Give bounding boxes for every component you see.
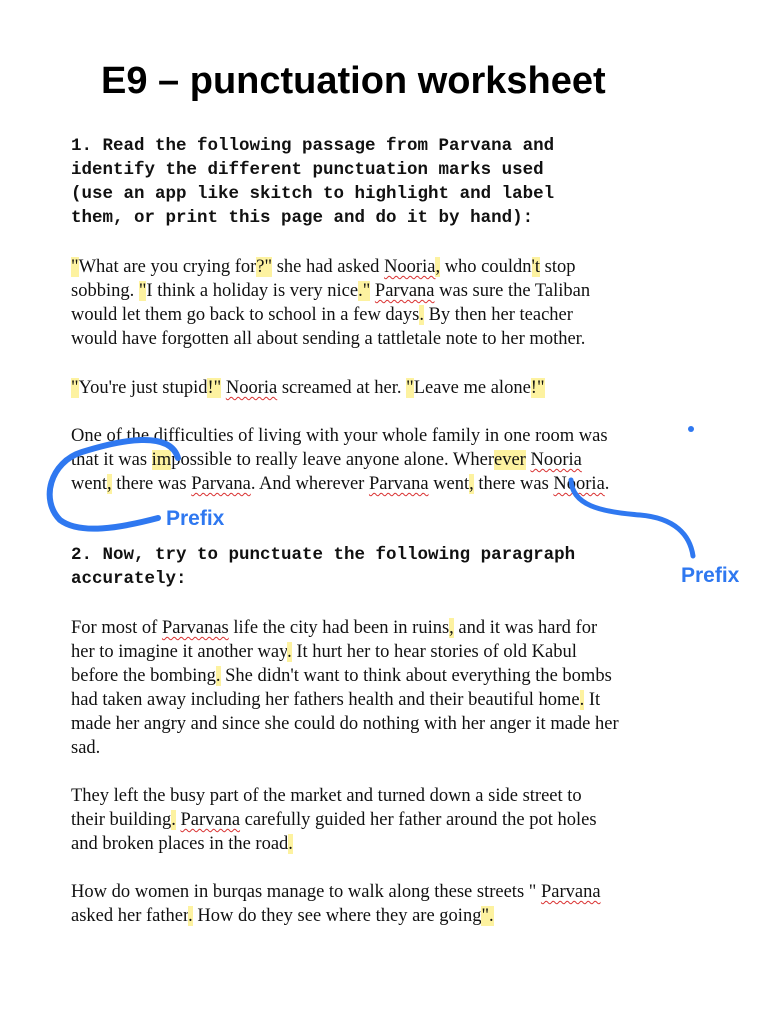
instruction-line: 1. Read the following passage from Parvana and [71, 136, 555, 156]
passage-text: made her angry and since she could do nothing with her anger it made her [71, 714, 619, 734]
highlight-mark: ". [481, 906, 494, 926]
spellcheck-word: Parvana [180, 810, 241, 830]
passage-text: It [584, 690, 601, 710]
page-title: E9 – punctuation worksheet [101, 60, 606, 102]
passage-text: stop [540, 257, 576, 277]
highlight-mark: ever [493, 450, 526, 470]
annotation-dot [688, 426, 694, 432]
highlight-mark: . [419, 305, 424, 325]
spellcheck-word: Parvanas [161, 618, 229, 638]
spellcheck-word: Nooria [553, 474, 605, 494]
passage-text: think a holiday is very nice [152, 281, 359, 301]
passage-text: You're just stupid [78, 378, 208, 398]
passage-text: and broken places in the road [71, 834, 289, 854]
passage-text: Leave me alone [413, 378, 531, 398]
highlight-mark: " [406, 378, 414, 398]
passage-text: They left the busy part of the market and turned down a side street to [71, 786, 582, 806]
highlight-mark: . [288, 834, 293, 854]
passage-text: screamed at her. [277, 378, 407, 398]
spellcheck-word: Parvana [191, 474, 251, 494]
instruction-line: them, or print this page and do it by hand): [71, 208, 534, 228]
passage-text: What are you crying for [78, 257, 257, 277]
section2-instructions [71, 543, 575, 591]
spellcheck-word: Parvana [374, 281, 435, 301]
passage-text: For most of [71, 618, 162, 638]
exercise-paragraph-1 [71, 616, 711, 760]
passage-text: went [71, 474, 107, 494]
highlight-mark: 't [531, 257, 541, 277]
instruction-line: accurately: [71, 569, 187, 589]
passage-text: went [428, 474, 470, 494]
highlight-mark: !" [530, 378, 545, 398]
highlight-mark: " [71, 378, 79, 398]
highlight-mark: , [435, 257, 441, 277]
passage-text: How do they see where they are going [192, 906, 482, 926]
passage-text: She didn't want to think about everything the bombs [220, 666, 612, 686]
passage-text: asked her father [71, 906, 189, 926]
passage-text: before the bombing [71, 666, 216, 686]
passage-text: . And wherever [250, 474, 369, 494]
highlight-mark: im [151, 450, 172, 470]
passage-text: How do women in burqas manage to walk along these streets " [71, 882, 541, 902]
instruction-line: 2. Now, try to punctuate the following paragraph [71, 545, 576, 565]
highlight-mark: ?" [256, 257, 273, 277]
passage-text: . [604, 474, 610, 494]
passage-text: their building [71, 810, 172, 830]
spellcheck-word: Nooria [530, 450, 582, 470]
passage-text: her to imagine it another way [71, 642, 288, 662]
instruction-line: (use an app like skitch to highlight and label [71, 184, 555, 204]
prefix-label-left: Prefix [166, 507, 225, 530]
passage-text: and it was hard for [453, 618, 598, 638]
spellcheck-word: Parvana [368, 474, 429, 494]
right-prefix-stroke [571, 480, 693, 556]
highlight-mark: . [579, 690, 585, 710]
passage-text: there was [473, 474, 554, 494]
passage-text: would let them go back to school in a few days [71, 305, 420, 325]
passage-text: It hurt her to hear stories of old Kabul [291, 642, 577, 662]
passage-text: that it was [71, 450, 152, 470]
left-prefix-stroke [50, 440, 178, 529]
passage-text: I [146, 281, 153, 301]
spellcheck-word: Nooria [225, 378, 278, 398]
passage-text: was sure the Taliban [434, 281, 591, 301]
spellcheck-word: Parvana [540, 882, 601, 902]
highlight-mark: . [171, 810, 176, 830]
highlight-mark: " [138, 281, 147, 301]
passage-text: there was [111, 474, 192, 494]
passage-text: sad. [71, 738, 101, 758]
passage-text: life the city had been in ruins [228, 618, 450, 638]
highlight-mark: " [71, 257, 79, 277]
highlight-mark: . [287, 642, 292, 662]
prefix-label-right: Prefix [681, 564, 740, 587]
highlight-mark: !" [207, 378, 222, 398]
passage-text: possible to really leave anyone alone. Wher [171, 450, 494, 470]
exercise-paragraph-2 [71, 784, 711, 856]
highlight-mark: , [449, 618, 454, 638]
passage-text: who couldn [440, 257, 532, 277]
passage-text: had taken away including her fathers health and their beautiful home [71, 690, 580, 710]
instruction-line: identify the different punctuation marks used [71, 160, 544, 180]
passage-text: she had asked [272, 257, 385, 277]
passage-text: would have forgotten all about sending a tattletale note to her mother. [71, 329, 586, 349]
passage-text: sobbing. [71, 281, 139, 301]
highlight-mark: . [188, 906, 193, 926]
highlight-mark: ." [358, 281, 371, 301]
passage-text: One of the difficulties of living with your whole family in one room was [71, 426, 608, 446]
passage-text: carefully guided her father around the pot holes [240, 810, 597, 830]
highlight-mark: . [215, 666, 221, 686]
spellcheck-word: Nooria [384, 257, 436, 277]
exercise-paragraph-3 [71, 880, 711, 928]
highlight-mark: , [469, 474, 474, 494]
passage-text: By then her teacher [423, 305, 573, 325]
highlight-mark: , [106, 474, 112, 494]
